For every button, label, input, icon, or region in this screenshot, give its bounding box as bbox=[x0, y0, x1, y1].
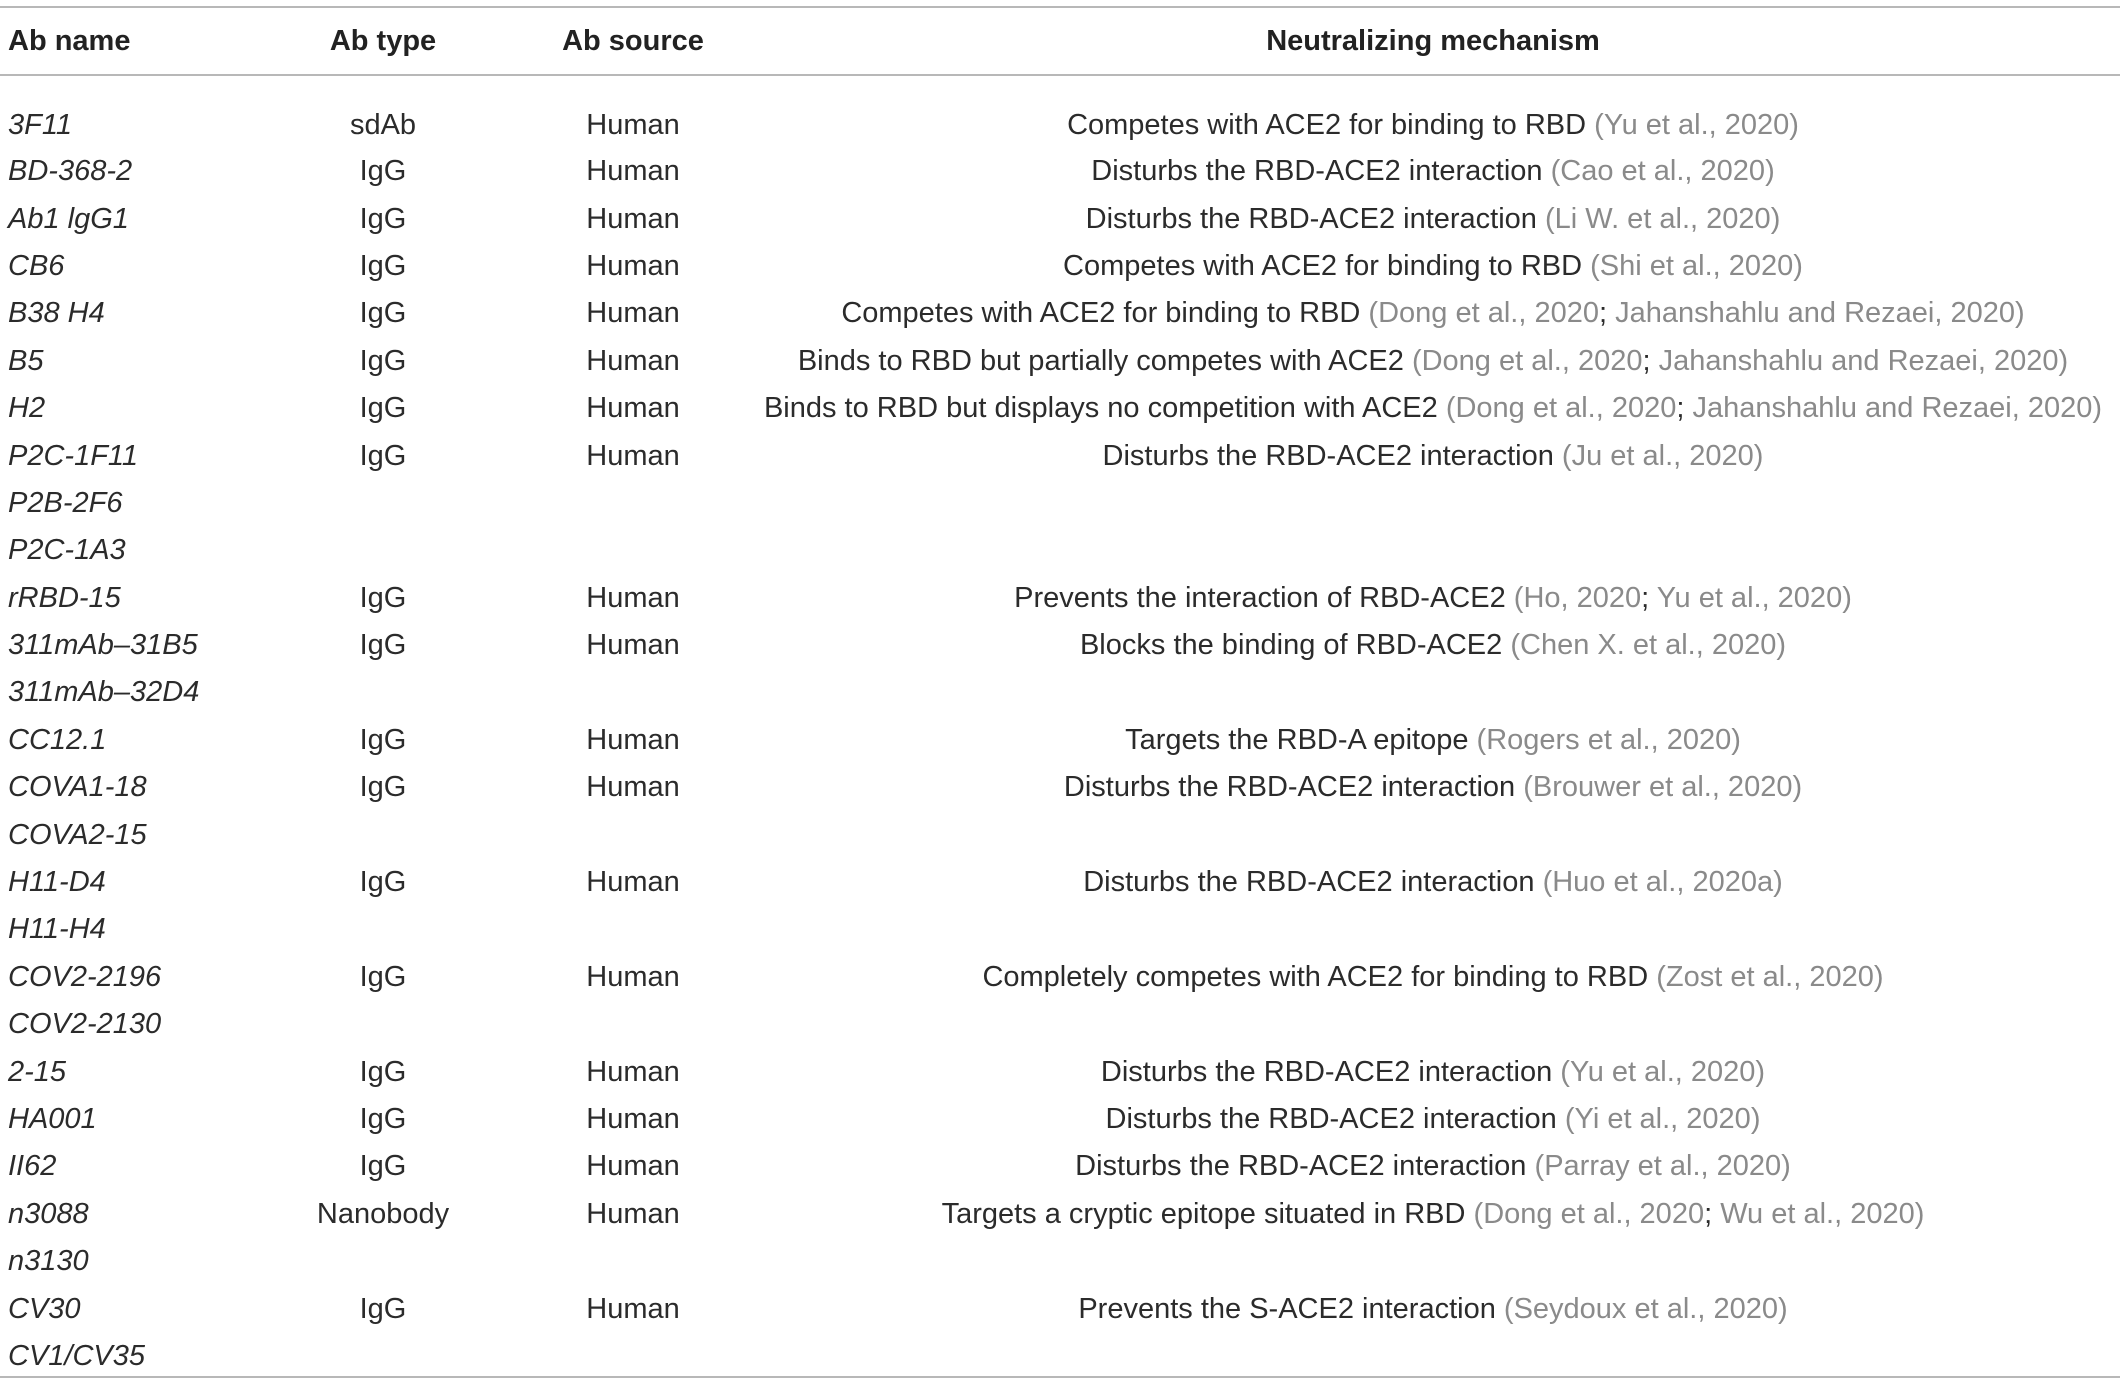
cell-ab-source: Human bbox=[586, 202, 680, 235]
cell-ab-source: Human bbox=[586, 960, 680, 993]
header-ab-name: Ab name bbox=[8, 24, 131, 57]
cell-ab-type bbox=[238, 1001, 528, 1048]
cell-neutralizing-mechanism: Competes with ACE2 for binding to RBD (Shi et al., 2020) bbox=[1063, 249, 1803, 282]
cell-neutralizing-mechanism: Targets a cryptic epitope situated in RBD (Dong et al., 2020; Wu et al., 2020) bbox=[941, 1197, 1925, 1230]
cell-ab-name: CV30 bbox=[8, 1292, 81, 1325]
mechanism-text: Disturbs the RBD-ACE2 interaction bbox=[1075, 1150, 1527, 1183]
table-row bbox=[0, 527, 2120, 574]
cell-neutralizing-mechanism: Disturbs the RBD-ACE2 interaction (Parray et al., 2020) bbox=[1075, 1150, 1791, 1183]
cell-ab-source bbox=[528, 1238, 738, 1285]
cell-neutralizing-mechanism: Disturbs the RBD-ACE2 interaction (Brouwer et al., 2020) bbox=[1063, 771, 1803, 804]
cell-ab-source bbox=[528, 527, 738, 574]
cell-ab-name: CV1/CV35 bbox=[8, 1339, 146, 1372]
cell-ab-name: B38 H4 bbox=[8, 297, 105, 330]
table-row bbox=[0, 1096, 2120, 1143]
table-row bbox=[0, 906, 2120, 953]
cell-ab-name: BD-368-2 bbox=[8, 155, 133, 188]
cell-ab-source: Human bbox=[586, 249, 680, 282]
cell-ab-type: IgG bbox=[359, 960, 407, 993]
mechanism-text: Disturbs the RBD-ACE2 interaction bbox=[1105, 1103, 1557, 1135]
mechanism-text: Disturbs the RBD-ACE2 interaction bbox=[1091, 155, 1543, 188]
cell-ab-source: Human bbox=[586, 1055, 680, 1088]
cell-ab-type: IgG bbox=[359, 866, 407, 899]
cell-neutralizing-mechanism bbox=[738, 906, 2120, 953]
cell-neutralizing-mechanism: Disturbs the RBD-ACE2 interaction (Cao et al., 2020) bbox=[1091, 155, 1775, 188]
cell-ab-type bbox=[238, 811, 528, 858]
cell-neutralizing-mechanism bbox=[738, 669, 2120, 716]
cell-ab-source: Human bbox=[586, 1197, 680, 1230]
cell-ab-type: IgG bbox=[359, 1150, 407, 1183]
cell-ab-type: IgG bbox=[359, 581, 407, 614]
table-body bbox=[0, 74, 2120, 1380]
mechanism-text: Competes with ACE2 for binding to RBD bbox=[1067, 109, 1587, 141]
reference-link[interactable]: Seydoux et al., 2020 bbox=[1513, 1292, 1778, 1325]
reference-link[interactable]: Ho, 2020 bbox=[1523, 581, 1642, 614]
reference-link[interactable]: Jahanshahlu and Rezaei, 2020 bbox=[1692, 392, 2093, 425]
reference-link[interactable]: Wu et al., 2020 bbox=[1720, 1197, 1915, 1230]
cell-neutralizing-mechanism: Disturbs the RBD-ACE2 interaction (Li W. et al., 2020) bbox=[1085, 202, 1781, 235]
table-row bbox=[0, 290, 2120, 337]
cell-neutralizing-mechanism: Disturbs the RBD-ACE2 interaction (Huo et al., 2020a) bbox=[1083, 866, 1783, 899]
reference-link[interactable]: Dong et al., 2020 bbox=[1421, 344, 1643, 377]
mechanism-text: Competes with ACE2 for binding to RBD bbox=[841, 297, 1361, 330]
cell-ab-source: Human bbox=[586, 1150, 680, 1183]
reference-link[interactable]: Jahanshahlu and Rezaei, 2020 bbox=[1615, 297, 2015, 330]
mechanism-text: Prevents the S-ACE2 interaction bbox=[1078, 1292, 1496, 1325]
cell-ab-type bbox=[238, 1238, 528, 1285]
cell-ab-source bbox=[528, 1001, 738, 1048]
cell-neutralizing-mechanism: Targets the RBD-A epitope (Rogers et al., 2020) bbox=[1125, 723, 1741, 756]
mechanism-text: Disturbs the RBD-ACE2 interaction bbox=[1083, 866, 1535, 899]
table-bottom-rule bbox=[0, 1376, 2120, 1378]
reference-link[interactable]: Yi et al., 2020 bbox=[1574, 1103, 1751, 1135]
mechanism-text: Targets a cryptic epitope situated in RBD bbox=[941, 1197, 1466, 1230]
cell-ab-name: 311mAb–31B5 bbox=[8, 629, 198, 662]
cell-ab-name: COVA2-15 bbox=[8, 818, 147, 851]
reference-link[interactable]: Shi et al., 2020 bbox=[1599, 249, 1794, 282]
cell-ab-source bbox=[528, 669, 738, 716]
cell-neutralizing-mechanism bbox=[738, 527, 2120, 574]
mechanism-text: Disturbs the RBD-ACE2 interaction bbox=[1100, 1055, 1553, 1088]
table-row bbox=[0, 1048, 2120, 1095]
header-neutralizing-mechanism: Neutralizing mechanism bbox=[1266, 24, 1600, 57]
cell-ab-name: P2C-1A3 bbox=[8, 534, 126, 567]
cell-ab-source: Human bbox=[586, 297, 680, 330]
reference-link[interactable]: Yu et al., 2020 bbox=[1656, 581, 1843, 614]
reference-link[interactable]: Huo et al., 2020a bbox=[1552, 866, 1774, 899]
reference-link[interactable]: Dong et al., 2020 bbox=[1455, 392, 1677, 425]
cell-ab-type bbox=[238, 1333, 528, 1380]
reference-link[interactable]: Li W. et al., 2020 bbox=[1554, 202, 1771, 235]
cell-ab-name: H11-D4 bbox=[8, 866, 106, 899]
header-ab-source: Ab source bbox=[562, 24, 704, 57]
mechanism-text: Prevents the interaction of RBD-ACE2 bbox=[1014, 581, 1506, 614]
cell-ab-name: HA001 bbox=[8, 1103, 97, 1135]
mechanism-text: Disturbs the RBD-ACE2 interaction bbox=[1063, 771, 1516, 804]
cell-neutralizing-mechanism: Disturbs the RBD-ACE2 interaction (Yi et al., 2020) bbox=[1105, 1103, 1761, 1135]
cell-neutralizing-mechanism: Disturbs the RBD-ACE2 interaction (Yu et al., 2020) bbox=[1100, 1055, 1766, 1088]
table-row bbox=[0, 764, 2120, 811]
cell-ab-name: rRBD-15 bbox=[8, 581, 121, 614]
mechanism-text: Disturbs the RBD-ACE2 interaction bbox=[1102, 439, 1554, 472]
cell-neutralizing-mechanism: Competes with ACE2 for binding to RBD (Dong et al., 2020; Jahanshahlu and Rezaei, 2020) bbox=[841, 297, 2025, 330]
table-row bbox=[0, 1143, 2120, 1190]
cell-ab-type bbox=[238, 527, 528, 574]
cell-ab-source: Human bbox=[586, 392, 680, 425]
cell-ab-source bbox=[528, 906, 738, 953]
reference-link[interactable]: Jahanshahlu and Rezaei, 2020 bbox=[1658, 344, 2059, 377]
cell-ab-source bbox=[528, 1333, 738, 1380]
cell-ab-name: 2-15 bbox=[8, 1055, 67, 1088]
cell-ab-name: CC12.1 bbox=[8, 723, 107, 756]
cell-ab-source: Human bbox=[586, 771, 680, 804]
table-row bbox=[0, 385, 2120, 432]
table-row bbox=[0, 1191, 2120, 1238]
table-row bbox=[0, 338, 2120, 385]
cell-ab-type bbox=[238, 669, 528, 716]
cell-ab-name: P2B-2F6 bbox=[8, 486, 123, 519]
cell-ab-type: sdAb bbox=[349, 109, 417, 141]
cell-ab-name: H2 bbox=[8, 392, 46, 425]
cell-neutralizing-mechanism bbox=[738, 1001, 2120, 1048]
cell-ab-source: Human bbox=[586, 581, 680, 614]
cell-neutralizing-mechanism bbox=[738, 480, 2120, 527]
antibody-table bbox=[0, 8, 2120, 1380]
mechanism-text: Targets the RBD-A epitope bbox=[1125, 723, 1469, 756]
table-header-row bbox=[0, 8, 2120, 74]
cell-ab-name: n3088 bbox=[8, 1197, 89, 1230]
cell-ab-source: Human bbox=[586, 1292, 680, 1325]
cell-ab-name: COVA1-18 bbox=[8, 771, 147, 804]
reference-link[interactable]: Chen X. et al., 2020 bbox=[1520, 629, 1777, 662]
reference-link[interactable]: Parray et al., 2020 bbox=[1544, 1150, 1782, 1183]
cell-ab-type: IgG bbox=[359, 155, 407, 188]
table-row bbox=[0, 1285, 2120, 1332]
cell-ab-type: IgG bbox=[359, 771, 407, 804]
cell-ab-type: IgG bbox=[359, 439, 407, 472]
cell-ab-type bbox=[238, 906, 528, 953]
cell-ab-type: IgG bbox=[359, 723, 407, 756]
table-row bbox=[0, 1333, 2120, 1380]
cell-neutralizing-mechanism: Blocks the binding of RBD-ACE2 (Chen X. et al., 2020) bbox=[1079, 629, 1787, 662]
cell-neutralizing-mechanism bbox=[738, 1333, 2120, 1380]
cell-ab-name: COV2-2196 bbox=[8, 960, 162, 993]
cell-neutralizing-mechanism bbox=[738, 1238, 2120, 1285]
table-row bbox=[0, 669, 2120, 716]
cell-ab-type: IgG bbox=[359, 1055, 407, 1088]
table-row bbox=[0, 148, 2120, 195]
cell-ab-name: 311mAb–32D4 bbox=[8, 676, 200, 709]
mechanism-text: Completely competes with ACE2 for binding to RBD bbox=[982, 960, 1649, 993]
cell-ab-type bbox=[238, 480, 528, 527]
table-row bbox=[0, 811, 2120, 858]
cell-ab-type: IgG bbox=[359, 344, 407, 377]
cell-ab-type: IgG bbox=[359, 1103, 407, 1135]
cell-neutralizing-mechanism: Completely competes with ACE2 for binding to RBD (Zost et al., 2020) bbox=[982, 960, 1884, 993]
cell-ab-source: Human bbox=[586, 155, 680, 188]
cell-ab-source: Human bbox=[586, 1103, 680, 1135]
cell-neutralizing-mechanism: Binds to RBD but partially competes with ACE2 (Dong et al., 2020; Jahanshahlu and Rezaei, 2020) bbox=[797, 344, 2069, 377]
cell-ab-name: P2C-1F11 bbox=[8, 439, 139, 472]
table-row bbox=[0, 1238, 2120, 1285]
reference-link[interactable]: Cao et al., 2020 bbox=[1560, 155, 1766, 188]
cell-ab-source bbox=[528, 811, 738, 858]
cell-ab-source: Human bbox=[586, 723, 680, 756]
reference-link[interactable]: Ju et al., 2020 bbox=[1571, 439, 1754, 472]
table-row bbox=[0, 1001, 2120, 1048]
cell-ab-type: IgG bbox=[359, 249, 407, 282]
reference-link[interactable]: Brouwer et al., 2020 bbox=[1532, 771, 1793, 804]
table-row bbox=[0, 243, 2120, 290]
cell-ab-name: CB6 bbox=[8, 249, 65, 282]
cell-ab-name: B5 bbox=[8, 344, 44, 377]
cell-ab-type: Nanobody bbox=[316, 1197, 450, 1230]
cell-ab-source: Human bbox=[586, 629, 680, 662]
mechanism-text: Binds to RBD but partially competes with ACE2 bbox=[797, 344, 1404, 377]
mechanism-text: Binds to RBD but displays no competition with ACE2 bbox=[763, 392, 1438, 425]
cell-neutralizing-mechanism: Prevents the interaction of RBD-ACE2 (Ho, 2020; Yu et al., 2020) bbox=[1014, 581, 1852, 614]
cell-ab-type: IgG bbox=[359, 392, 407, 425]
cell-ab-type: IgG bbox=[359, 1292, 407, 1325]
mechanism-text: Blocks the binding of RBD-ACE2 bbox=[1079, 629, 1503, 662]
reference-link[interactable]: Rogers et al., 2020 bbox=[1486, 723, 1732, 756]
cell-ab-name: 3F11 bbox=[8, 109, 72, 141]
cell-ab-type: IgG bbox=[359, 202, 407, 235]
mechanism-text: Competes with ACE2 for binding to RBD bbox=[1063, 249, 1583, 282]
reference-link[interactable]: Yu et al., 2020 bbox=[1569, 1055, 1756, 1088]
cell-ab-type: IgG bbox=[359, 297, 407, 330]
cell-ab-source: Human bbox=[586, 344, 680, 377]
header-ab-type: Ab type bbox=[329, 24, 437, 57]
cell-ab-name: n3130 bbox=[8, 1245, 89, 1278]
cell-ab-source: Human bbox=[586, 439, 680, 472]
cell-neutralizing-mechanism bbox=[738, 811, 2120, 858]
cell-neutralizing-mechanism: Disturbs the RBD-ACE2 interaction (Ju et al., 2020) bbox=[1102, 439, 1764, 472]
cell-neutralizing-mechanism: Binds to RBD but displays no competition with ACE2 (Dong et al., 2020; Jahanshahlu and Rezaei, 2020) bbox=[763, 392, 2103, 425]
cell-ab-type: IgG bbox=[359, 629, 407, 662]
reference-link[interactable]: Dong et al., 2020 bbox=[1483, 1197, 1705, 1230]
table-row bbox=[0, 859, 2120, 906]
cell-ab-name: Ab1 lgG1 bbox=[8, 202, 129, 235]
cell-ab-source: Human bbox=[586, 109, 680, 141]
table-row bbox=[0, 954, 2120, 1001]
table-row bbox=[0, 575, 2120, 622]
mechanism-text: Disturbs the RBD-ACE2 interaction bbox=[1085, 202, 1537, 235]
cell-ab-source bbox=[528, 480, 738, 527]
cell-neutralizing-mechanism: Competes with ACE2 for binding to RBD (Yu et al., 2020) bbox=[1067, 109, 1799, 141]
reference-link[interactable]: Yu et al., 2020 bbox=[1603, 109, 1790, 141]
reference-link[interactable]: Zost et al., 2020 bbox=[1665, 960, 1874, 993]
table-row bbox=[0, 74, 2120, 148]
table-row bbox=[0, 717, 2120, 764]
table-row bbox=[0, 622, 2120, 669]
cell-neutralizing-mechanism: Prevents the S-ACE2 interaction (Seydoux et al., 2020) bbox=[1078, 1292, 1788, 1325]
cell-ab-source: Human bbox=[586, 866, 680, 899]
cell-ab-name: II62 bbox=[8, 1150, 57, 1183]
cell-ab-name: COV2-2130 bbox=[8, 1008, 162, 1041]
reference-link[interactable]: Dong et al., 2020 bbox=[1378, 297, 1599, 330]
cell-ab-name: H11-H4 bbox=[8, 913, 106, 946]
table-row bbox=[0, 480, 2120, 527]
table-row bbox=[0, 432, 2120, 479]
table-row bbox=[0, 195, 2120, 242]
